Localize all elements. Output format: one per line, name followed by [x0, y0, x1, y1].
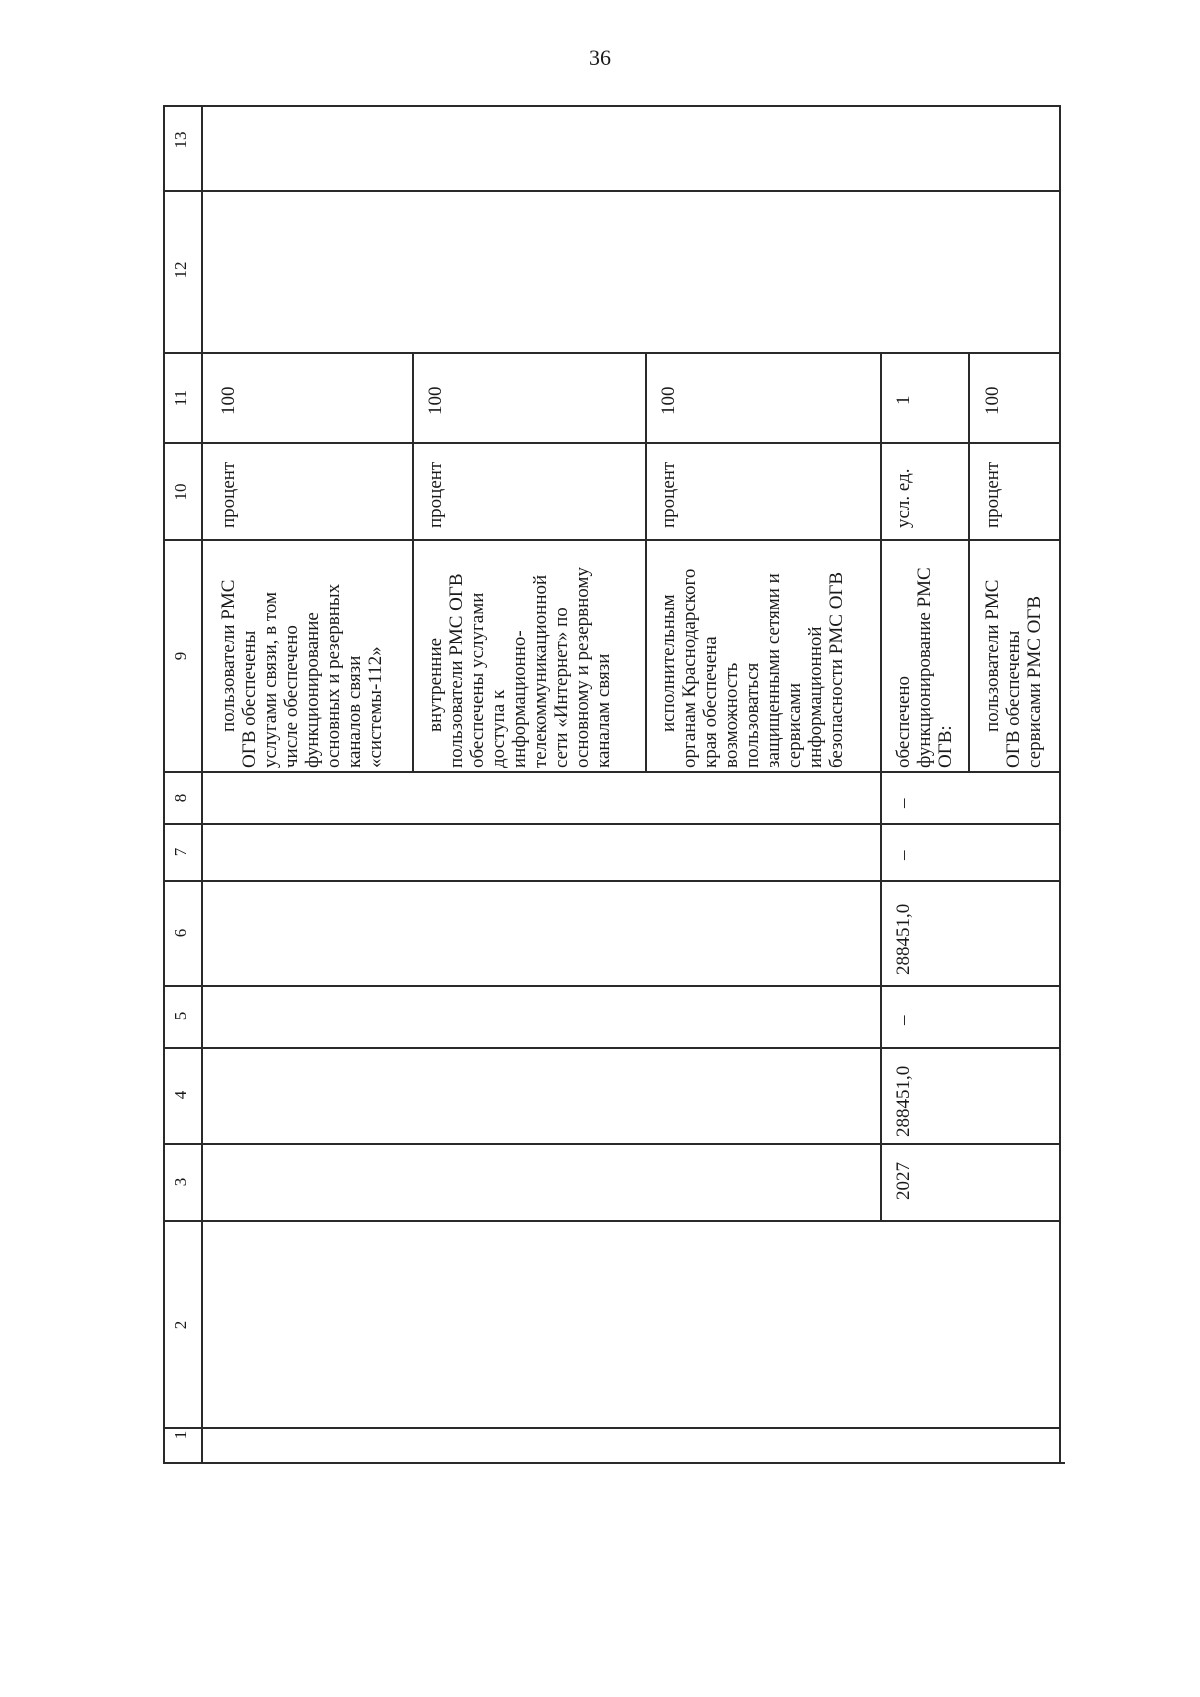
row-unit: процент	[218, 461, 239, 528]
row-col7: –	[893, 850, 914, 860]
col-divider	[163, 442, 1060, 444]
row-result: пользователи РМС ОГВ обеспечены услугами связи, в том числе обеспечено функционирование основных и резервных каналов связи «системы-112»	[218, 579, 386, 768]
column-header: 3	[171, 1177, 190, 1187]
column-header: 9	[171, 651, 190, 661]
col-divider	[163, 352, 1060, 354]
column-header: 4	[171, 1090, 190, 1100]
row-year: 2027	[893, 1162, 914, 1200]
col-divider	[163, 1220, 1060, 1222]
table-border	[1059, 105, 1061, 1463]
column-header: 13	[171, 131, 190, 149]
row-col5: –	[893, 1015, 914, 1025]
row-value: 1	[893, 395, 914, 405]
column-header: 7	[171, 847, 190, 857]
row-result: пользователи РМС ОГВ обеспечены сервисами РМС ОГВ	[982, 579, 1045, 768]
row-unit: процент	[425, 461, 446, 528]
row-divider	[412, 352, 414, 772]
row-value: 100	[982, 386, 1003, 415]
table-border	[163, 1462, 1065, 1464]
col-divider	[163, 771, 1060, 773]
column-header: 6	[171, 928, 190, 938]
row-unit: процент	[982, 461, 1003, 528]
col-divider	[163, 190, 1060, 192]
col-divider	[163, 823, 1060, 825]
row-value: 100	[658, 386, 679, 415]
row-col8: –	[893, 798, 914, 808]
row-divider	[645, 352, 647, 772]
page-number: 36	[589, 45, 611, 70]
row-result: обеспечено функционирование РМС ОГВ:	[893, 567, 956, 768]
column-header: 11	[171, 389, 190, 407]
col-divider	[163, 880, 1060, 882]
row-divider	[880, 352, 882, 1220]
col-divider	[163, 1143, 1060, 1145]
row-total: 288451,0	[893, 1065, 914, 1137]
row-value: 100	[425, 386, 446, 415]
col-divider	[163, 1047, 1060, 1049]
row-unit: усл. ед.	[893, 468, 914, 528]
col-divider	[163, 1427, 1060, 1429]
row-divider	[968, 352, 970, 772]
column-header: 1	[171, 1430, 190, 1440]
table-border	[163, 105, 165, 1463]
table-border	[163, 105, 1060, 107]
column-header: 12	[171, 261, 190, 279]
header-divider	[201, 105, 203, 1463]
column-header: 5	[171, 1011, 190, 1021]
col-divider	[163, 539, 1060, 541]
row-result: исполнительным органам Краснодарского края обеспечена возможность пользоваться защищенными сетями и сервисами информационной безопасности РМС ОГВ	[658, 568, 847, 768]
column-header: 2	[171, 1320, 190, 1330]
column-header: 10	[171, 483, 190, 501]
col-divider	[163, 985, 1060, 987]
row-unit: процент	[658, 461, 679, 528]
row-value: 100	[218, 386, 239, 415]
row-col6: 288451,0	[893, 903, 914, 975]
column-header: 8	[171, 793, 190, 803]
row-result: внутренние пользователи РМС ОГВ обеспечены услугами доступа к информационно- телекоммуникационной сети «Интернет» по основному и резервному каналам связи	[425, 567, 614, 768]
